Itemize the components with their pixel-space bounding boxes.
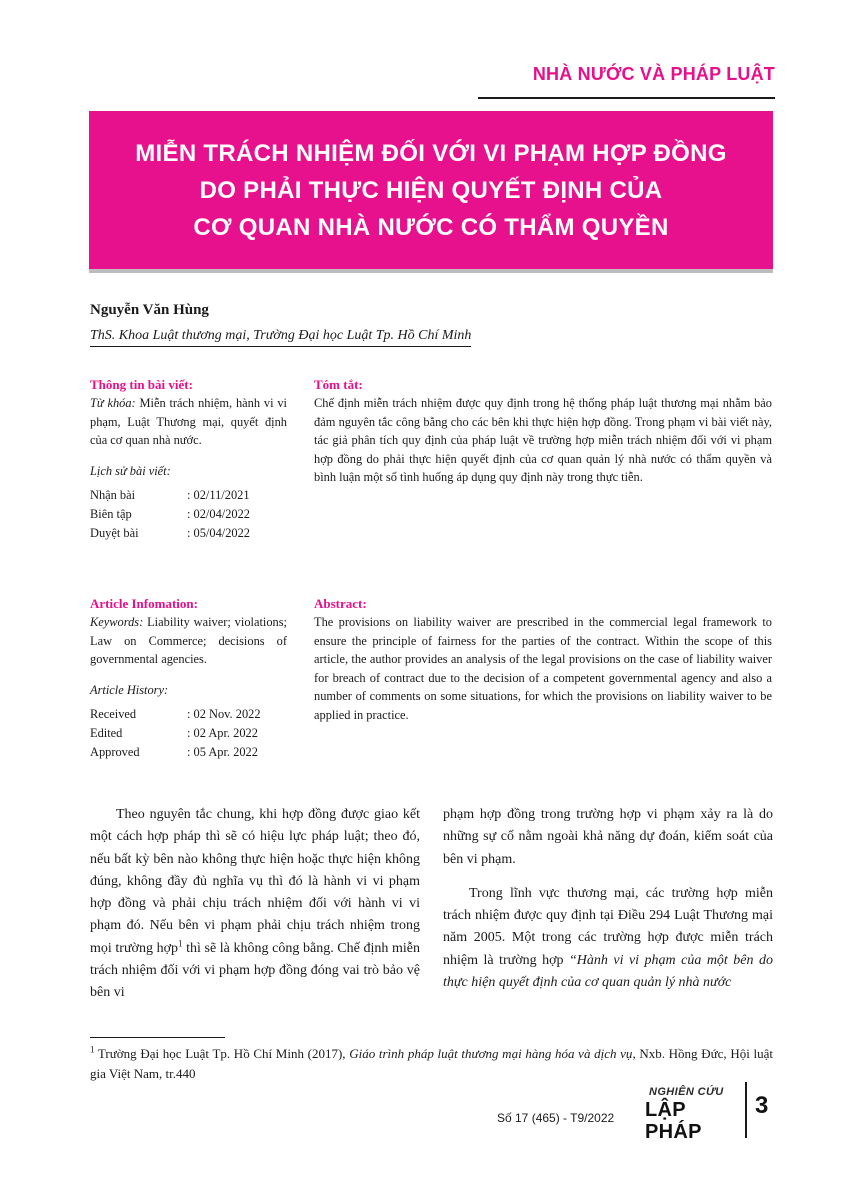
body-column-right <box>443 804 773 994</box>
article-info-en-heading: Article Infomation: <box>90 596 198 611</box>
history-vi-value: : 05/04/2022 <box>187 526 250 540</box>
author-affiliation: ThS. Khoa Luật thương mại, Trường Đại học Luật Tp. Hồ Chí Minh <box>90 328 471 347</box>
body-paragraph <box>443 883 773 994</box>
keywords-en-text: Liability waiver; violations; Law on Commerce; decisions of governmental agencies. <box>90 615 287 666</box>
history-en-row <box>90 743 287 762</box>
history-vi-list <box>90 486 287 543</box>
history-en-row <box>90 705 287 724</box>
history-vi-key: Duyệt bài <box>90 526 139 540</box>
footnote-number: 1 <box>90 1044 95 1055</box>
history-vi-label: Lịch sử bài viết: <box>90 463 171 478</box>
history-vi-value: : 02/04/2022 <box>187 507 250 521</box>
history-en-list <box>90 705 287 762</box>
body-text: Theo nguyên tắc chung, khi hợp đồng được giao kết một cách hợp pháp thì sẽ có hiệu lực pháp luật; theo đó, nếu bất kỳ bên nào không thực hiện hoặc thực hiện không đúng, không đầy đủ nghĩa vụ thì đó là hành vi vi phạm hợp đồng và phải chịu trách nhiệm đối với hành vi vi phạm đó. Nếu bên vi phạm phải chịu trách nhiệm trong mọi trường hợp <box>90 807 420 956</box>
legal-quote: “Hành vi vi phạm của một bên do thực hiện quyết định của cơ quan quản lý nhà nước <box>443 952 773 991</box>
page-number: 3 <box>755 1092 769 1119</box>
footnote-book-title: Giáo trình pháp luật thương mại hàng hóa và dịch vụ <box>349 1046 633 1061</box>
summary-vi <box>314 376 772 487</box>
article-title-line-3: CƠ QUAN NHÀ NƯỚC CÓ THẨM QUYỀN <box>193 213 669 241</box>
history-vi-row <box>90 524 287 543</box>
history-en-key: Received <box>90 707 137 721</box>
history-en-key: Edited <box>90 726 123 740</box>
title-banner-shadow <box>89 269 773 273</box>
article-info-en <box>90 595 287 762</box>
keywords-vi-text: Miễn trách nhiệm, hành vi vi phạm, Luật Thương mại, quyết định của cơ quan nhà nước. <box>90 396 287 447</box>
history-en-label: Article History: <box>90 682 169 697</box>
history-vi-value: : 02/11/2021 <box>187 488 250 502</box>
issue-number: Số 17 (465) - T9/2022 <box>497 1111 615 1125</box>
footnote <box>90 1044 773 1084</box>
footer-divider <box>745 1082 747 1138</box>
keywords-vi <box>90 394 287 450</box>
abstract-en <box>314 595 772 724</box>
footnote-text: , Nxb. Hồng Đức, Hội luật gia Việt Nam, tr.440 <box>90 1046 773 1081</box>
author-name: Nguyễn Văn Hùng <box>90 302 209 318</box>
title-banner <box>89 111 773 269</box>
article-info-vi-heading: Thông tin bài viết: <box>90 377 193 392</box>
history-en-value: : 02 Nov. 2022 <box>187 707 261 721</box>
history-vi-row <box>90 505 287 524</box>
body-paragraph <box>90 804 420 1005</box>
journal-logo <box>645 1086 737 1143</box>
history-en-row <box>90 724 287 743</box>
body-text: thì sẽ là không công bằng. Chế định miễn trách nhiệm đối với vi phạm hợp đồng đóng vai trò bảo vệ bên vi <box>90 940 420 1001</box>
history-vi-row <box>90 486 287 505</box>
article-info-vi <box>90 376 287 543</box>
journal-logo-bottom: LẬP PHÁP <box>645 1099 702 1143</box>
abstract-en-heading: Abstract: <box>314 596 367 611</box>
history-en-key: Approved <box>90 745 140 759</box>
header-rule <box>478 97 775 99</box>
keywords-en <box>90 613 287 669</box>
footnote-rule <box>90 1037 225 1038</box>
section-label: NHÀ NƯỚC VÀ PHÁP LUẬT <box>532 64 775 84</box>
summary-vi-text: Chế định miễn trách nhiệm được quy định trong hệ thống pháp luật thương mại nhằm bảo đảm nguyên tắc công bằng cho các bên khi thực hiện hợp đồng. Trong phạm vi bài viết này, tác giả phân tích quy định của pháp luật về trường hợp miễn trách nhiệm đối với vi phạm hợp đồng do phải thực hiện quyết định của cơ quan quản lý nhà nước có thẩm quyền và bình luận một số tình huống áp dụng quy định này trong thực tiễn. <box>314 396 772 484</box>
body-column-left <box>90 804 420 1005</box>
history-en-value: : 02 Apr. 2022 <box>187 726 258 740</box>
keywords-vi-label: Từ khóa: <box>90 396 136 410</box>
history-en-value: : 05 Apr. 2022 <box>187 745 258 759</box>
abstract-en-text: The provisions on liability waiver are prescribed in the commercial legal framework to ensure the principle of fairness for the parties of the contract. Within the scope of this article, the author provides an analysis of the legal provisions on the case of liability waiver for breach of contract due to the decision of a competent governmental agency and also a number of comments on some situations, for which the provisions on liability waiver to be applied in practice. <box>314 615 772 722</box>
article-title-line-1: MIỄN TRÁCH NHIỆM ĐỐI VỚI VI PHẠM HỢP ĐỒNG <box>135 139 727 167</box>
keywords-en-label: Keywords: <box>90 615 144 629</box>
history-vi-key: Biên tập <box>90 507 132 521</box>
article-title-line-2: DO PHẢI THỰC HIỆN QUYẾT ĐỊNH CỦA <box>199 176 663 204</box>
footnote-text: Trường Đại học Luật Tp. Hồ Chí Minh (2017), <box>94 1046 350 1061</box>
body-text: Trong lĩnh vực thương mại, các trường hợp miễn trách nhiệm được quy định tại Điều 294 Luật Thương mại năm 2005. Một trong các trường hợp được miễn trách nhiệm là trường hợp <box>443 885 773 968</box>
footnote-reference[interactable]: 1 <box>177 938 183 949</box>
body-paragraph: phạm hợp đồng trong trường hợp vi phạm xảy ra là do những sự cố nằm ngoài khả năng dự đoán, kiểm soát của bên vi phạm. <box>443 807 773 867</box>
history-vi-key: Nhận bài <box>90 488 136 502</box>
journal-logo-top: NGHIÊN CỨU <box>649 1086 724 1098</box>
summary-vi-heading: Tóm tắt: <box>314 377 363 392</box>
